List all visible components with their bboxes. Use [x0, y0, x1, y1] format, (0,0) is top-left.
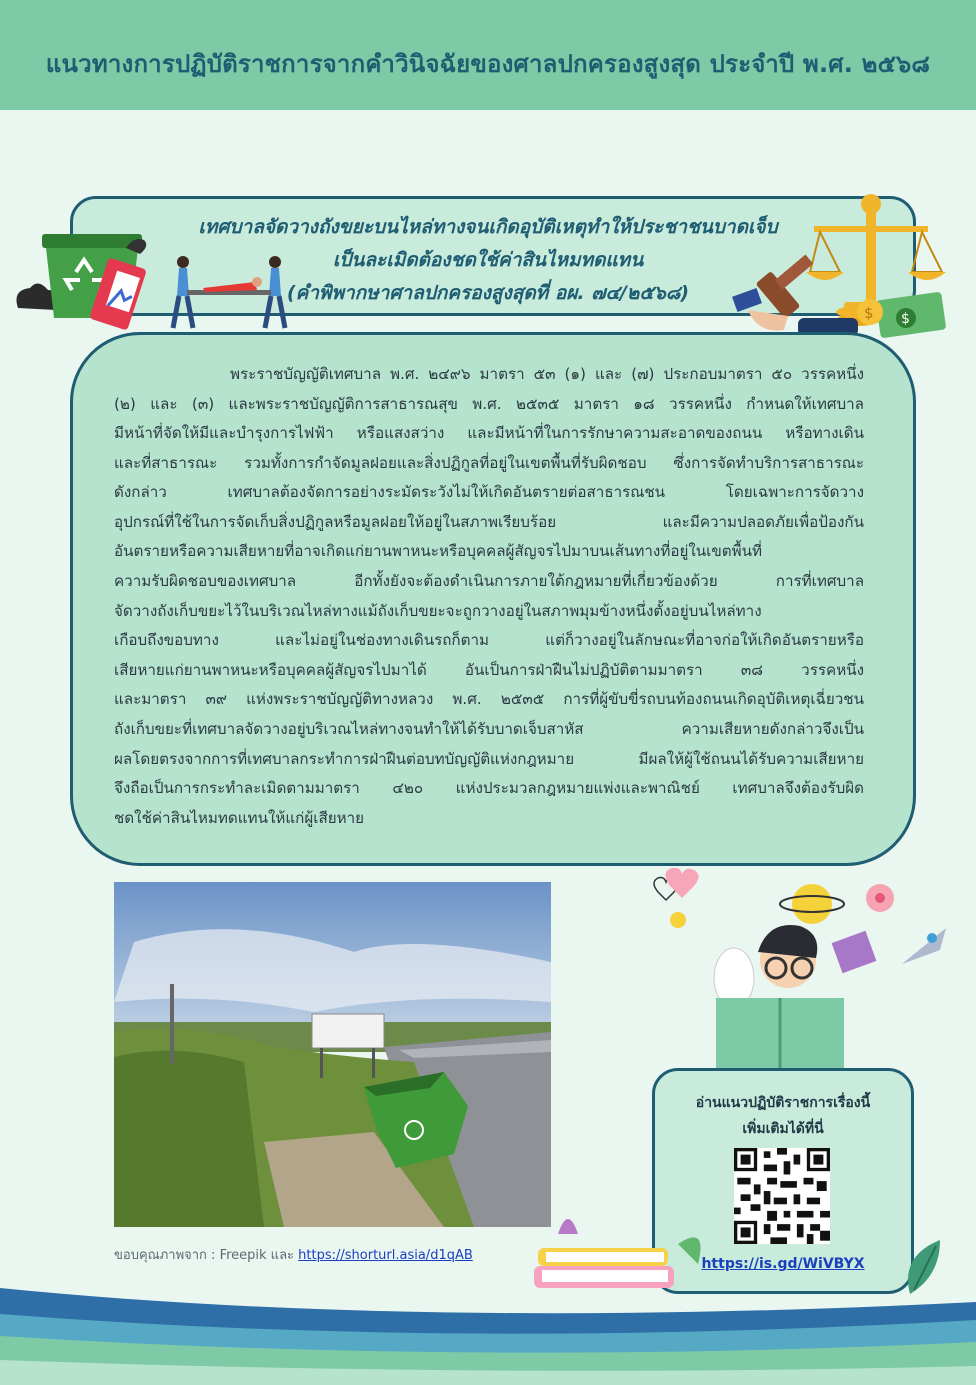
body-line: เสียหายแก่ยานพาหนะหรือบุคคลผู้สัญจรไปมาได้ อันเป็นการฝ่าฝืนไม่ปฏิบัติตามมาตรา ๓๘ วรรคหนึ่ง: [114, 661, 864, 679]
roadside-bin-photo: [114, 882, 551, 1227]
body-line: และมาตรา ๓๙ แห่งพระราชบัญญัติทางหลวง พ.ศ. ๒๕๓๕ การที่ผู้ขับขี่รถบนท้องถนนเกิดอุบัติเหตุเฉี่ยวชน: [114, 690, 864, 708]
photo-credit: [114, 1244, 473, 1265]
body-line: ผลโดยตรงจากการที่เทศบาลกระทำการฝ่าฝืนต่อบทบัญญัติแห่งกฎหมาย มีผลให้ผู้ใช้ถนนได้รับความเสียหาย: [114, 750, 864, 768]
body-line: อุปกรณ์ที่ใช้ในการจัดเก็บสิ่งปฏิกูลหรือมูลฝอยให้อยู่ในสภาพเรียบร้อย และมีความปลอดภัยเพื่อป้องกัน: [114, 513, 864, 531]
qr-code-icon[interactable]: [734, 1148, 830, 1244]
bottom-wave-decoration: [0, 1280, 976, 1385]
body-line: จึงถือเป็นการกระทำละเมิดตามมาตรา ๔๒๐ แห่งประมวลกฎหมายแพ่งและพาณิชย์ เทศบาลจึงต้องรับผิด: [114, 779, 864, 797]
qr-caption-line-2: เพิ่มเติมได้ที่นี่: [742, 1121, 824, 1137]
body-line: และที่สาธารณะ รวมทั้งการกำจัดมูลฝอยและสิ่งปฏิกูลที่อยู่ในเขตพื้นที่รับผิดชอบ ซึ่งการจัดทำบริการสาธารณะ: [114, 454, 864, 472]
scales-of-justice-illustration: [728, 192, 948, 342]
case-citation: (คำพิพากษาศาลปกครองสูงสุดที่ อผ. ๗๔/๒๕๖๘): [286, 282, 690, 304]
svg-text:$: $: [864, 304, 874, 322]
stretcher-rescuers-illustration: [165, 252, 295, 334]
page-title: แนวทางการปฏิบัติราชการจากคำวินิจฉัยของศาลปกครองสูงสุด ประจำปี พ.ศ. ๒๕๖๘: [45, 50, 931, 78]
recycle-bin-illustration: [8, 228, 168, 338]
body-line: จัดวางถังเก็บขยะไว้ในบริเวณไหล่ทางแม้ถังเก็บขยะจะถูกวางอยู่ในสภาพมุมข้างหนึ่งตั้งอยู่บนไหล่ทาง: [114, 602, 762, 620]
qr-link[interactable]: https://is.gd/WiVBYX: [701, 1256, 865, 1272]
case-title-line-2: เป็นละเมิดต้องชดใช้ค่าสินไหมทดแทน: [332, 249, 644, 271]
qr-caption-line-1: อ่านแนวปฏิบัติราชการเรื่องนี้: [695, 1095, 871, 1111]
body-line: เกือบถึงขอบทาง และไม่อยู่ในช่องทางเดินรถก็ตาม แต่ก็วางอยู่ในลักษณะที่อาจก่อให้เกิดอันตรายหรือ: [114, 631, 864, 649]
body-line: ชดใช้ค่าสินไหมทดแทนให้แก่ผู้เสียหาย: [114, 809, 365, 827]
body-line: อันตรายหรือความเสียหายที่อาจเกิดแก่ยานพาหนะหรือบุคคลผู้สัญจรไปมาบนเส้นทางที่อยู่ในเขตพื้นที่: [114, 542, 762, 560]
body-line: ดังกล่าว เทศบาลต้องจัดการอย่างระมัดระวังไม่ให้เกิดอันตรายต่อสาธารณชน โดยเฉพาะการจัดวาง: [114, 483, 864, 501]
case-title-line-1: เทศบาลจัดวางถังขยะบนไหล่ทางจนเกิดอุบัติเหตุทำให้ประชาชนบาดเจ็บ: [198, 216, 778, 238]
svg-text:$: $: [901, 311, 910, 327]
body-line: พระราชบัญญัติเทศบาล พ.ศ. ๒๔๙๖ มาตรา ๕๓ (๑) และ (๗) ประกอบมาตรา ๕๐ วรรคหนึ่ง: [230, 365, 864, 383]
photo-credit-prefix: ขอบคุณภาพจาก : Freepik และ: [114, 1248, 299, 1263]
child-reading-illustration: [640, 868, 960, 1073]
body-line: ความรับผิดชอบของเทศบาล อีกทั้งยังจะต้องดำเนินการภายใต้กฎหมายที่เกี่ยวข้องด้วย การที่เทศบาล: [114, 572, 864, 590]
body-line: มีหน้าที่จัดให้มีและบำรุงการไฟฟ้า หรือแสงสว่าง และมีหน้าที่ในการรักษาความสะอาดของถนน หรือทางเดิน: [114, 424, 864, 442]
body-line: ถังเก็บขยะที่เทศบาลจัดวางอยู่บริเวณไหล่ทางจนทำให้ได้รับบาดเจ็บสาหัส ความเสียหายดังกล่าวจึงเป็น: [114, 720, 864, 738]
body-line: (๒) และ (๓) และพระราชบัญญัติการสาธารณสุข พ.ศ. ๒๕๓๕ มาตรา ๑๘ วรรคหนึ่ง กำหนดให้เทศบาล: [114, 395, 864, 413]
photo-credit-link[interactable]: https://shorturl.asia/d1qAB: [298, 1248, 473, 1263]
